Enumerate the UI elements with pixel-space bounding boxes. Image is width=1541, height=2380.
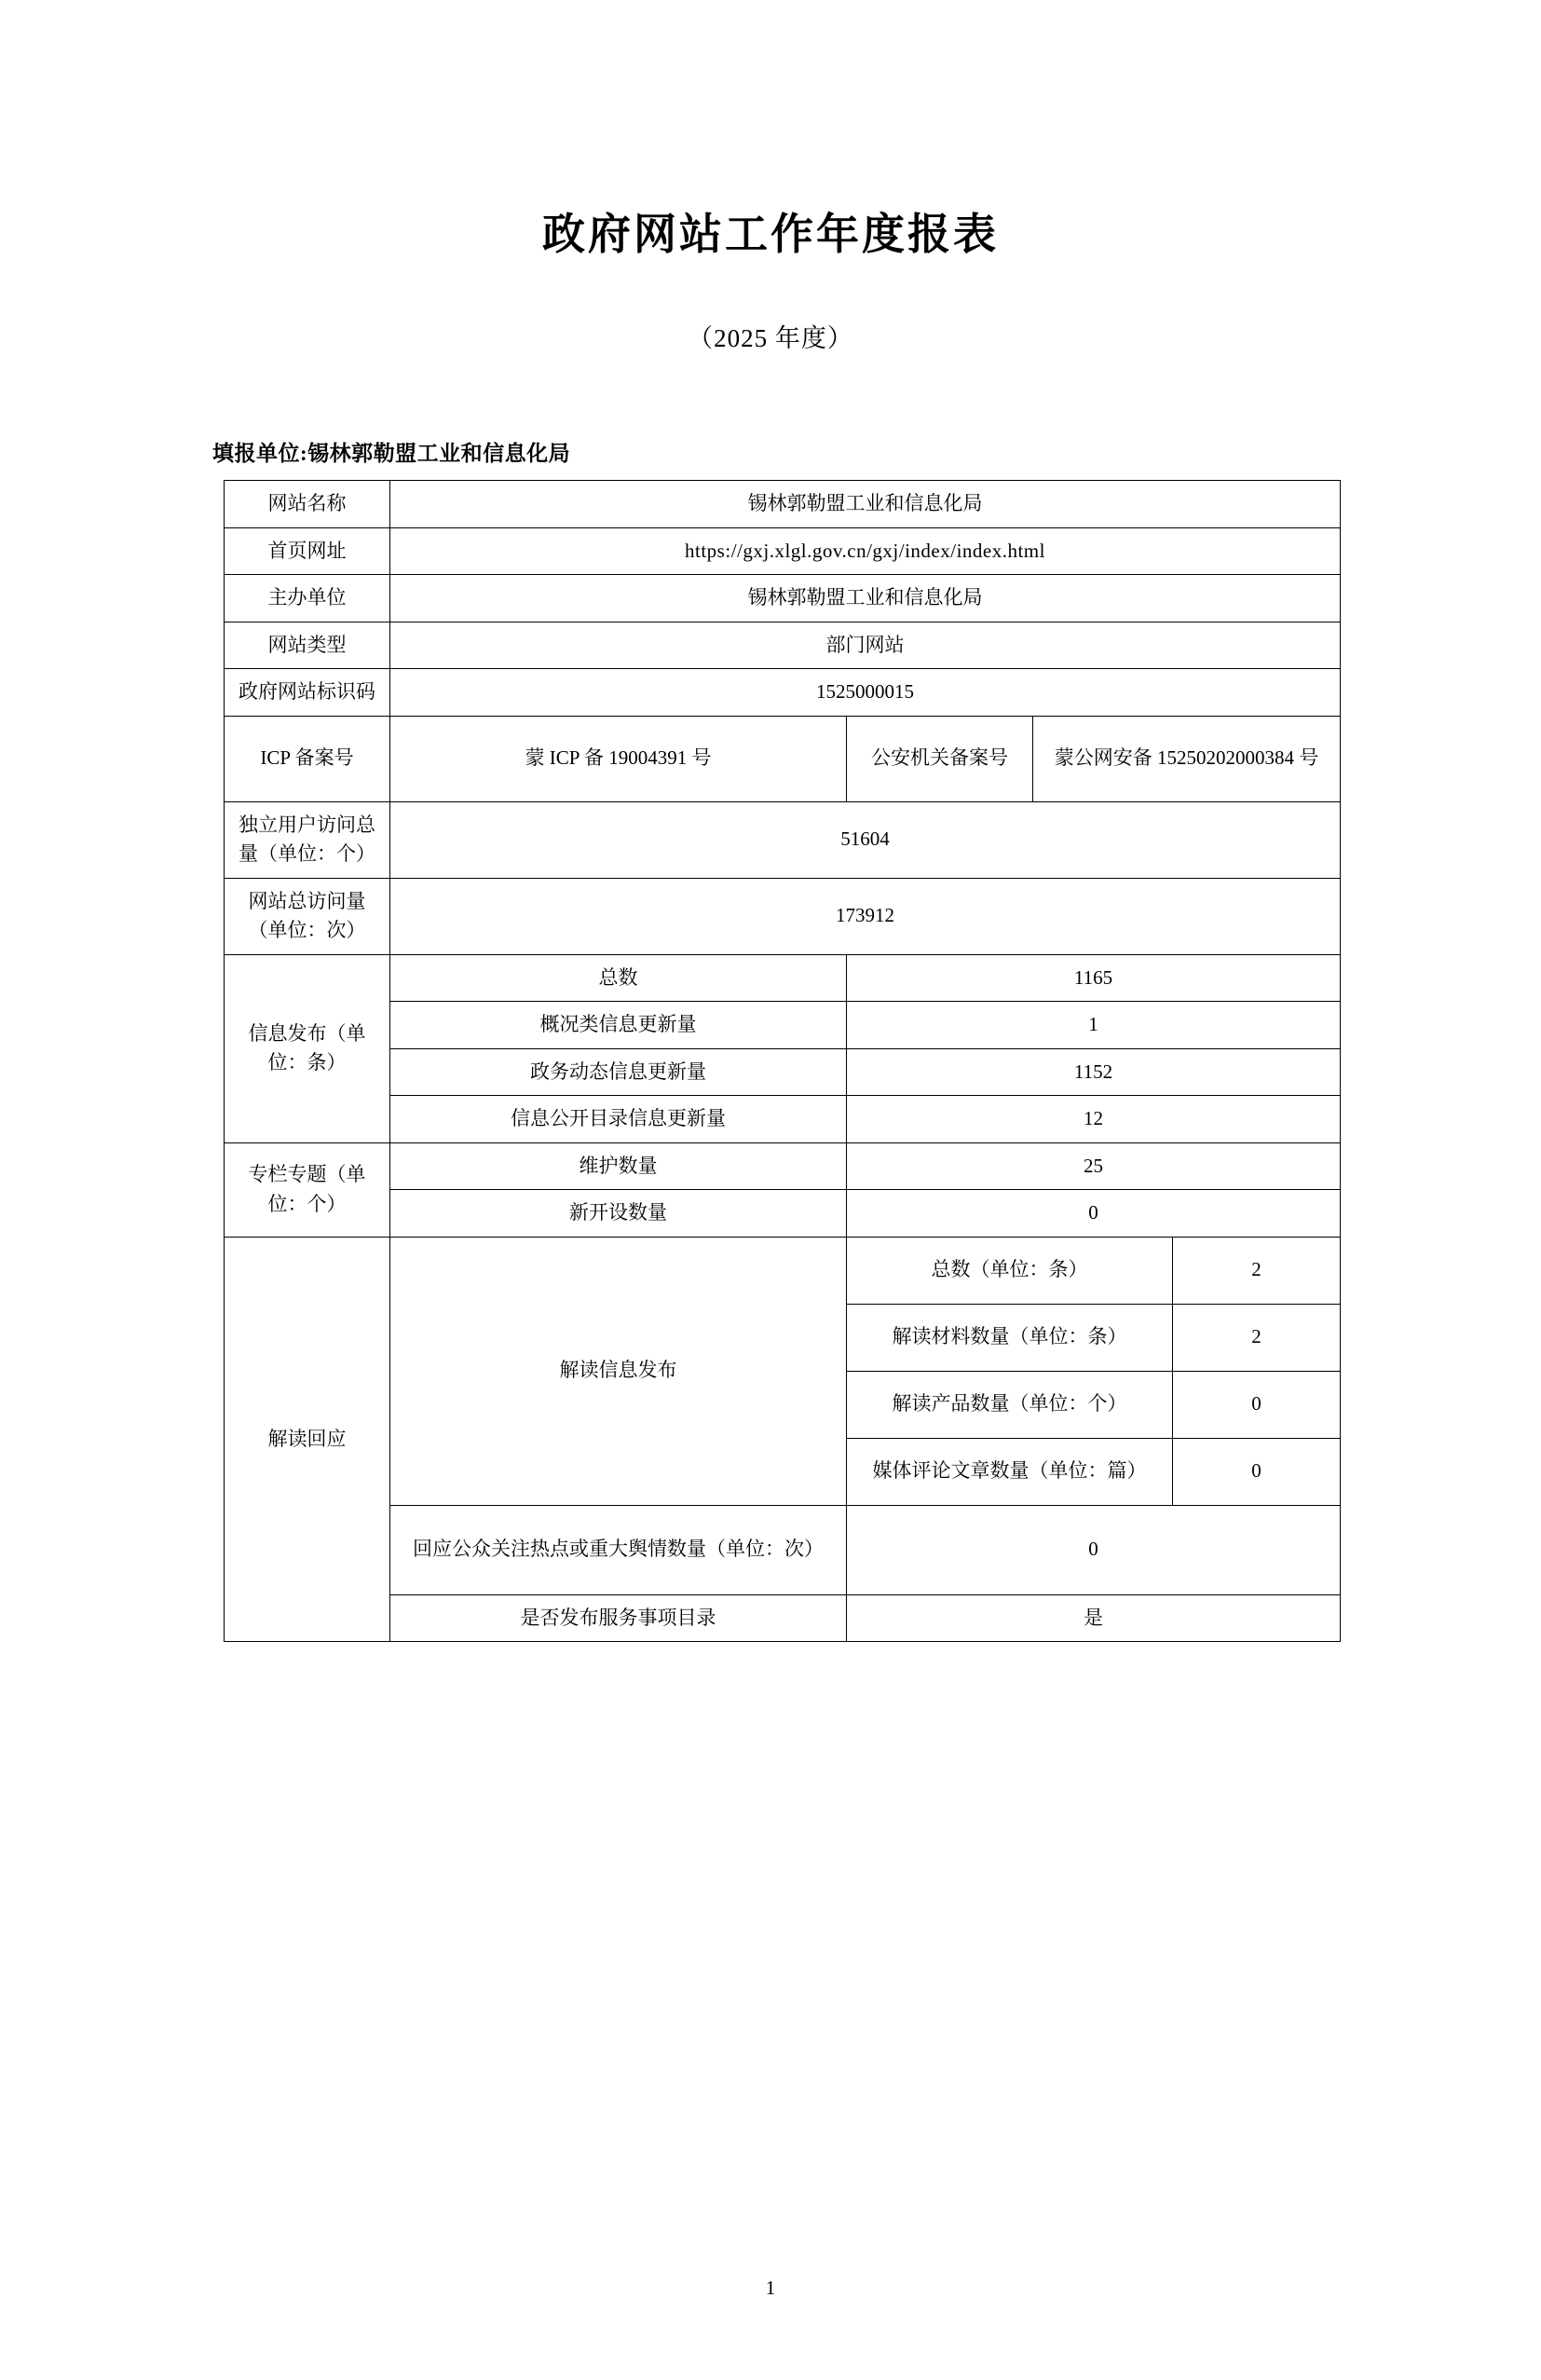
interpretation-item-name: 解读材料数量（单位：条） [847, 1304, 1173, 1371]
page-number: 1 [765, 2277, 776, 2299]
interpretation-item-name: 总数（单位：条） [847, 1237, 1173, 1304]
info-release-item-value: 1165 [847, 954, 1341, 1002]
table-row [225, 527, 1341, 575]
interpretation-item-value: 2 [1173, 1237, 1341, 1304]
site-name-value: 锡林郭勒盟工业和信息化局 [390, 481, 1341, 528]
filer-unit-label: 填报单位:锡林郭勒盟工业和信息化局 [212, 442, 571, 465]
table-row [225, 1594, 1341, 1642]
icp-value: 蒙 ICP 备 19004391 号 [390, 716, 847, 801]
page-subtitle: （2025 年度） [688, 324, 853, 352]
info-release-item-value: 1 [847, 1002, 1341, 1049]
icp-label: ICP 备案号 [225, 716, 390, 801]
table-row [225, 622, 1341, 669]
table-row [225, 1002, 1341, 1049]
service-catalog-label: 是否发布服务事项目录 [390, 1594, 847, 1642]
column-topic-item-name: 维护数量 [390, 1142, 847, 1190]
hotspot-response-value: 0 [847, 1505, 1341, 1594]
interpretation-item-name: 解读产品数量（单位：个） [847, 1371, 1173, 1438]
total-visits-value: 173912 [390, 878, 1341, 954]
column-topic-label: 专栏专题（单位：个） [225, 1142, 390, 1237]
interpretation-item-value: 0 [1173, 1438, 1341, 1505]
page-title: 政府网站工作年度报表 [542, 211, 999, 258]
site-type-value: 部门网站 [390, 622, 1341, 669]
info-release-item-name: 信息公开目录信息更新量 [390, 1096, 847, 1143]
info-release-label: 信息发布（单位：条） [225, 954, 390, 1142]
host-unit-label: 主办单位 [225, 575, 390, 622]
host-unit-value: 锡林郭勒盟工业和信息化局 [390, 575, 1341, 622]
interpretation-release-label: 解读信息发布 [390, 1237, 847, 1505]
hotspot-response-label: 回应公众关注热点或重大舆情数量（单位：次） [390, 1505, 847, 1594]
table-row [225, 954, 1341, 1002]
table-row [225, 1190, 1341, 1238]
unique-visitors-label: 独立用户访问总量（单位：个） [225, 801, 390, 878]
interpretation-item-value: 0 [1173, 1371, 1341, 1438]
site-type-label: 网站类型 [225, 622, 390, 669]
table-row [225, 716, 1341, 801]
service-catalog-value: 是 [847, 1594, 1341, 1642]
column-topic-item-name: 新开设数量 [390, 1190, 847, 1238]
document-page [0, 200, 1541, 2380]
info-release-item-name: 总数 [390, 954, 847, 1002]
interpretation-response-label: 解读回应 [225, 1237, 390, 1642]
site-code-value: 1525000015 [390, 669, 1341, 717]
total-visits-label: 网站总访问量（单位：次） [225, 878, 390, 954]
site-code-label: 政府网站标识码 [225, 669, 390, 717]
table-row [225, 481, 1341, 528]
site-name-label: 网站名称 [225, 481, 390, 528]
police-record-value: 蒙公网安备 15250202000384 号 [1033, 716, 1341, 801]
homepage-value: https://gxj.xlgl.gov.cn/gxj/index/index.html [390, 527, 1341, 575]
table-row [225, 878, 1341, 954]
table-row [225, 1142, 1341, 1190]
info-release-item-name: 概况类信息更新量 [390, 1002, 847, 1049]
column-topic-item-value: 25 [847, 1142, 1341, 1190]
interpretation-item-name: 媒体评论文章数量（单位：篇） [847, 1438, 1173, 1505]
table-row [225, 801, 1341, 878]
table-row [225, 1048, 1341, 1096]
table-row [225, 669, 1341, 717]
police-record-label: 公安机关备案号 [847, 716, 1033, 801]
info-release-item-value: 1152 [847, 1048, 1341, 1096]
table-row [225, 1505, 1341, 1594]
table-row [225, 1237, 1341, 1304]
annual-report-table [224, 480, 1341, 1642]
table-row [225, 1096, 1341, 1143]
info-release-item-value: 12 [847, 1096, 1341, 1143]
column-topic-item-value: 0 [847, 1190, 1341, 1238]
unique-visitors-value: 51604 [390, 801, 1341, 878]
table-row [225, 575, 1341, 622]
interpretation-item-value: 2 [1173, 1304, 1341, 1371]
homepage-label: 首页网址 [225, 527, 390, 575]
info-release-item-name: 政务动态信息更新量 [390, 1048, 847, 1096]
